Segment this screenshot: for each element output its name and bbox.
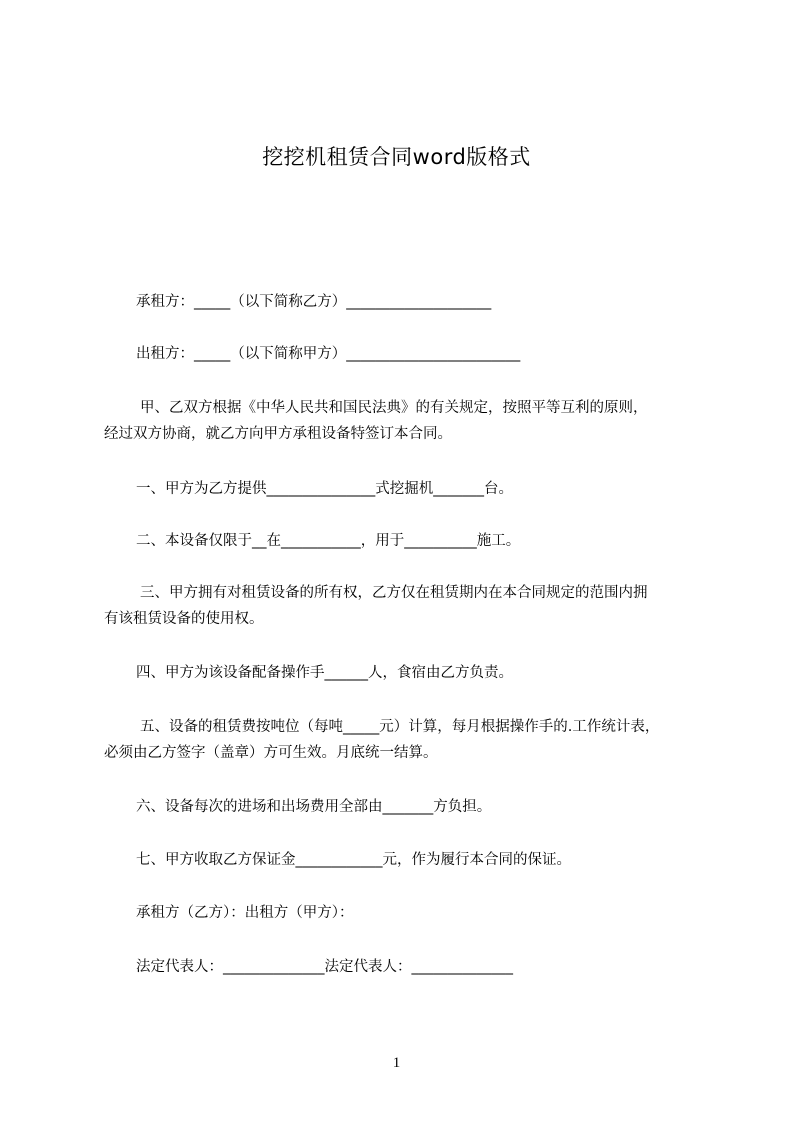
clause-1: 一、甲方为乙方提供_______________式挖掘机_______台。 — [136, 481, 513, 497]
clause-3 — [104, 580, 704, 632]
clause-5 — [104, 714, 704, 766]
preamble-line-2: 经过双方协商，就乙方向甲方承租设备特签订本合同。 — [104, 426, 452, 442]
lessee-line: 承租方：_____（以下简称乙方）____________________ — [136, 294, 492, 310]
preamble-line-1: 甲、乙双方根据《中华人民共和国民法典》的有关规定，按照平等互利的原则， — [140, 400, 648, 416]
clause-5-line-2: 必须由乙方签字（盖章）方可生效。月底统一结算。 — [104, 745, 438, 761]
lessor-line: 出租方：_____（以下简称甲方）________________________ — [136, 346, 521, 362]
clause-6: 六、设备每次的进场和出场费用全部由_______方负担。 — [136, 799, 492, 815]
clause-3-line-1: 三、甲方拥有对租赁设备的所有权，乙方仅在租赁期内在本合同规定的范围内拥 — [140, 585, 648, 601]
clause-3-line-2: 有该租赁设备的使用权。 — [104, 611, 264, 627]
preamble-paragraph — [104, 395, 704, 447]
document-title: 挖挖机租赁合同word版格式 — [262, 145, 531, 169]
legal-representatives: 法定代表人：______________法定代表人：______________ — [136, 959, 513, 975]
clause-5-line-1: 五、设备的租赁费按吨位（每吨_____元）计算，每月根据操作手的.工作统计表， — [140, 719, 660, 735]
page-number: 1 — [392, 1055, 401, 1071]
signature-parties: 承租方（乙方）：出租方（甲方）： — [136, 905, 354, 921]
clause-4: 四、甲方为该设备配备操作手______人，食宿由乙方负责。 — [136, 665, 513, 681]
clause-7: 七、甲方收取乙方保证金____________元，作为履行本合同的保证。 — [136, 852, 571, 868]
clause-2: 二、本设备仅限于__在___________，用于__________施工。 — [136, 533, 521, 549]
